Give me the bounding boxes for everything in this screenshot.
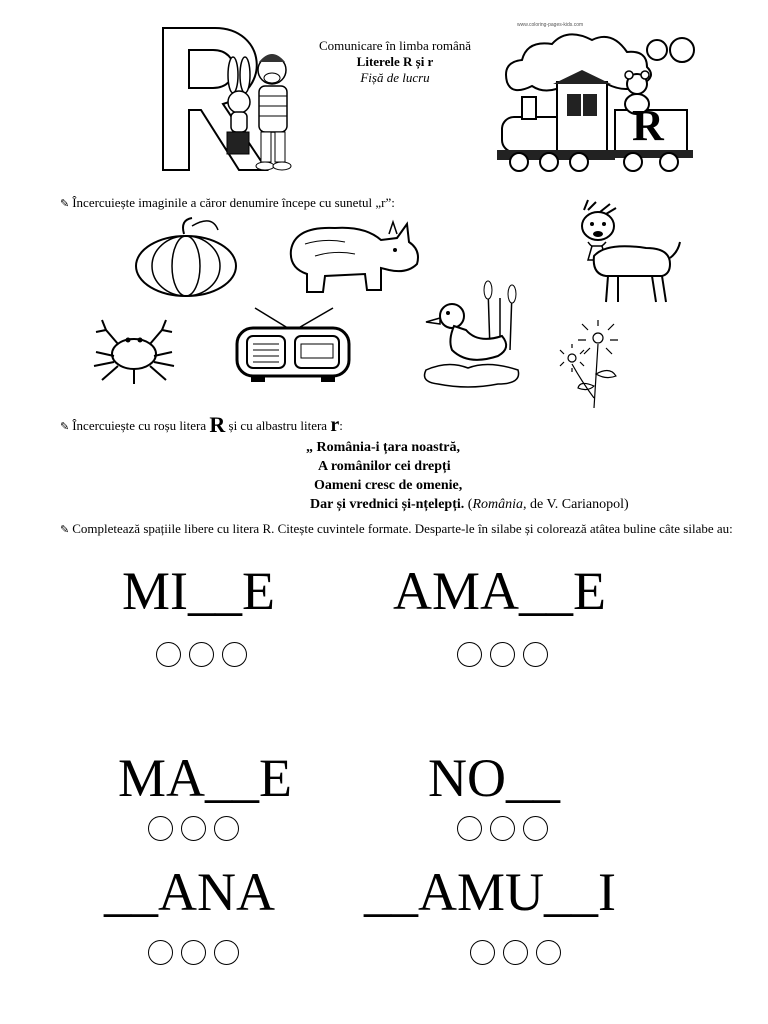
poem-source-title: România bbox=[472, 497, 523, 512]
letter-r-illustration bbox=[155, 20, 305, 180]
word-exercise[interactable]: AMA__E bbox=[393, 561, 606, 621]
poem-line: „ România-i țara noastră, bbox=[306, 440, 460, 455]
pumpkin-icon[interactable] bbox=[132, 216, 240, 300]
lowercase-r-letter: r bbox=[330, 414, 340, 436]
syllable-circles bbox=[470, 940, 561, 965]
word-exercise[interactable]: __ANA bbox=[104, 862, 275, 922]
word-exercise[interactable]: MA__E bbox=[118, 748, 292, 808]
syllable-circle[interactable] bbox=[503, 940, 528, 965]
syllable-circle[interactable] bbox=[189, 642, 214, 667]
radio-icon[interactable] bbox=[233, 302, 353, 384]
worksheet-header bbox=[300, 38, 490, 86]
syllable-circles bbox=[156, 642, 247, 667]
syllable-circle[interactable] bbox=[222, 642, 247, 667]
pencil-icon: ✎ bbox=[60, 421, 70, 433]
duck-icon[interactable] bbox=[418, 280, 524, 390]
task3-instruction bbox=[60, 522, 740, 537]
syllable-circles bbox=[148, 940, 239, 965]
syllable-circle[interactable] bbox=[490, 642, 515, 667]
syllable-circle[interactable] bbox=[490, 816, 515, 841]
task1-text: Încercuiește imaginile a căror denumire începe cu sunetul „r”: bbox=[72, 195, 395, 210]
flower-icon[interactable] bbox=[552, 318, 638, 410]
poem-source-author: , de V. Carianopol) bbox=[523, 497, 629, 512]
syllable-circles bbox=[457, 816, 548, 841]
task2-middle: și cu albastru litera bbox=[228, 418, 328, 433]
syllable-circle[interactable] bbox=[181, 816, 206, 841]
syllable-circle[interactable] bbox=[148, 940, 173, 965]
task2-suffix: : bbox=[339, 418, 343, 433]
syllable-circle[interactable] bbox=[536, 940, 561, 965]
wagon-letter: R bbox=[632, 101, 664, 150]
syllable-circles bbox=[457, 642, 548, 667]
subject-title: Comunicare în limba română bbox=[319, 38, 471, 53]
crab-icon[interactable] bbox=[88, 310, 180, 390]
poem-line: Oameni cresc de omenie, bbox=[314, 478, 463, 493]
syllable-circle[interactable] bbox=[470, 940, 495, 965]
syllable-circles bbox=[148, 816, 239, 841]
word-exercise[interactable]: MI__E bbox=[122, 561, 275, 621]
task2-prefix: Încercuiește cu roșu litera bbox=[72, 418, 207, 433]
task3-text: Completează spațiile libere cu litera R. Citește cuvintele formate. Desparte-le în silabe și colorează atâtea buline câte silabe au: bbox=[72, 521, 733, 536]
capital-r-letter: R bbox=[209, 412, 226, 437]
syllable-circle[interactable] bbox=[523, 642, 548, 667]
reindeer-icon[interactable] bbox=[566, 198, 684, 306]
syllable-circle[interactable] bbox=[156, 642, 181, 667]
train-illustration bbox=[497, 22, 697, 177]
poem-line: A românilor cei drepți bbox=[318, 459, 451, 474]
syllable-circle[interactable] bbox=[214, 816, 239, 841]
poem-source: (România, de V. Carianopol) bbox=[467, 497, 629, 512]
poem bbox=[306, 438, 629, 514]
syllable-circle[interactable] bbox=[214, 940, 239, 965]
poem-line: Dar și vrednici și-nțelepți. bbox=[310, 497, 465, 512]
worksheet-subtitle: Fișă de lucru bbox=[360, 70, 430, 85]
pencil-icon: ✎ bbox=[60, 524, 70, 536]
train-caption: www.coloring-pages-kids.com bbox=[517, 22, 584, 28]
word-exercise[interactable]: NO__ bbox=[428, 748, 560, 808]
word-exercise[interactable]: __AMU__I bbox=[364, 862, 616, 922]
syllable-circle[interactable] bbox=[457, 816, 482, 841]
pencil-icon: ✎ bbox=[60, 198, 70, 210]
syllable-circle[interactable] bbox=[523, 816, 548, 841]
syllable-circle[interactable] bbox=[181, 940, 206, 965]
syllable-circle[interactable] bbox=[148, 816, 173, 841]
lesson-title: Literele R și r bbox=[356, 54, 434, 69]
syllable-circle[interactable] bbox=[457, 642, 482, 667]
rhinoceros-icon[interactable] bbox=[285, 220, 425, 298]
task2-instruction bbox=[60, 412, 480, 437]
